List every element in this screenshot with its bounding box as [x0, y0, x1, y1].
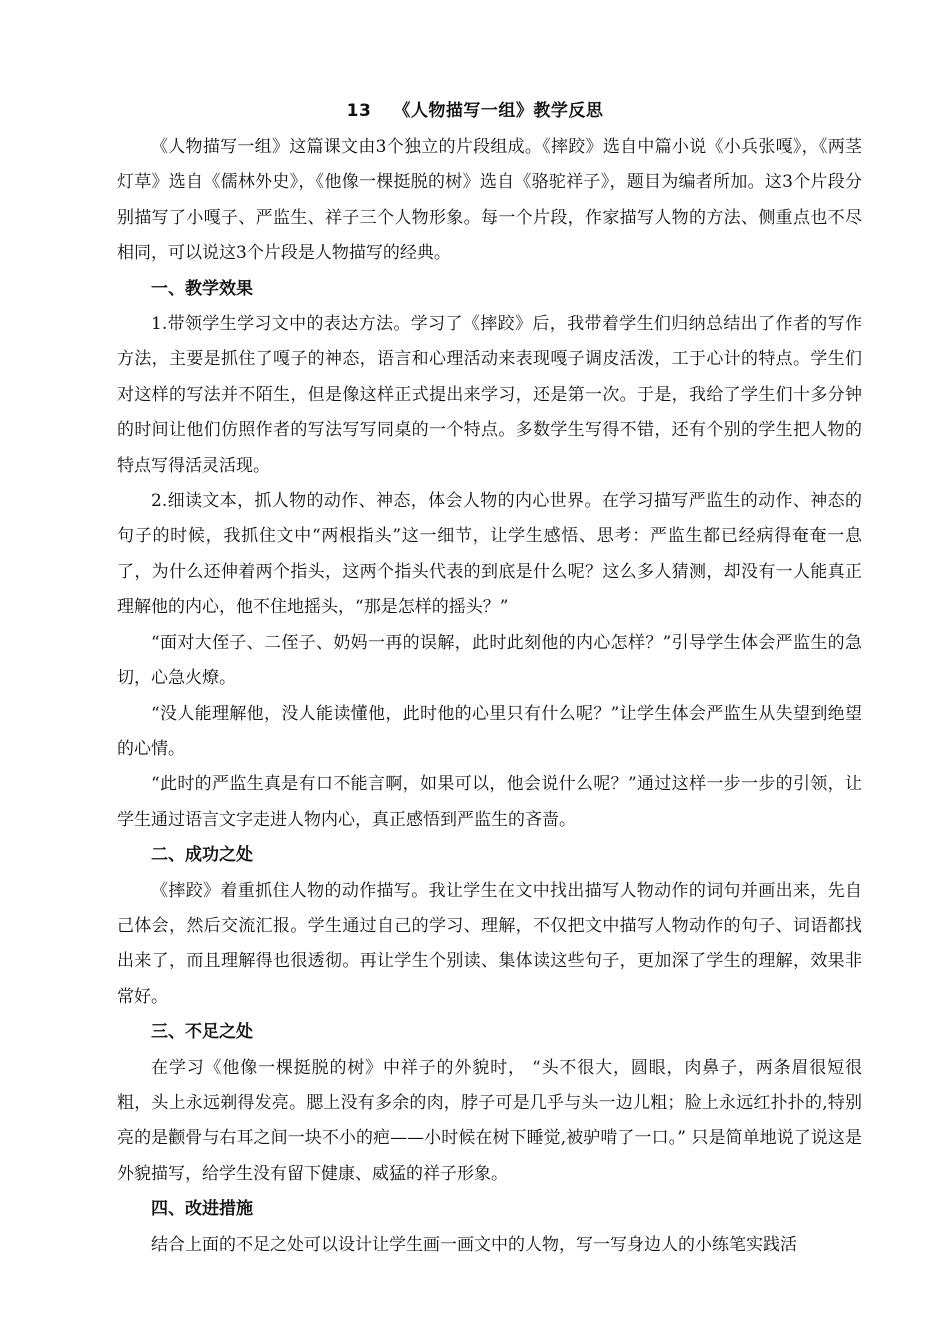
section-heading-improvement: 四、改进措施 [151, 1199, 253, 1220]
paragraph: 1.带领学生学习文中的表达方法。学习了《摔跤》后，我带着学生们归纳总结出了作者的写作方法，主要是抓住了嘎子的神态，语言和心理活动来表现嘎子调皮活泼，工于心计的特点。学生们对这样的写法并不陌生，但是像这样正式提出来学习，还是第一次。于是，我给了学生们十多分钟的时间让他们仿照作者的写法写写同桌的一个特点。多数学生写得不错，还有个别的学生把人物的特点写得活灵活现。 [117, 314, 862, 476]
document-title [0, 96, 950, 126]
section-heading-shortcoming: 三、不足之处 [151, 1022, 253, 1043]
paragraph: 结合上面的不足之处可以设计让学生画一画文中的人物，写一写身边人的小练笔实践活 [151, 1234, 797, 1255]
paragraph: 《摔跤》着重抓住人物的动作描写。我让学生在文中找出描写人物动作的词句并画出来，先自己体会，然后交流汇报。学生通过自己的学习、理解，不仅把文中描写人物动作的句子、词语都找出来了，而且理解得也很透彻。再让学生个别读、集体读这些句子，更加深了学生的理解，效果非常好。 [117, 880, 862, 1007]
paragraph: “面对大侄子、二侄子、奶妈一再的误解，此时此刻他的内心怎样？”引导学生体会严监生的急切，心急火燎。 [117, 632, 862, 689]
title-number: 13 [346, 101, 372, 121]
intro-paragraph: 《人物描写一组》这篇课文由3个独立的片段组成。《摔跤》选自中篇小说《小兵张嘎》，《两茎灯草》选自《儒林外史》，《他像一棵挺脱的树》选自《骆驼祥子》，题目为编者所加。这3个片段分别描写了小嘎子、严监生、祥子三个人物形象。每一个片段，作家描写人物的方法、侧重点也不尽相同，可以说这3个片段是人物描写的经典。 [117, 137, 862, 264]
section-heading-effect: 一、教学效果 [151, 278, 253, 299]
paragraph: “没人能理解他，没人能读懂他，此时他的心里只有什么呢？”让学生体会严监生从失望到绝望的心情。 [117, 703, 862, 759]
section-heading-success: 二、成功之处 [151, 845, 253, 866]
paragraph: “此时的严监生真是有口不能言啊，如果可以，他会说什么呢？”通过这样一步一步的引领，让学生通过语言文字走进人物内心，真正感悟到严监生的吝啬。 [117, 774, 862, 830]
paragraph: 2.细读文本，抓人物的动作、神态，体会人物的内心世界。在学习描写严监生的动作、神态的句子的时候，我抓住文中“两根指头”这一细节，让学生感悟、思考：严监生都已经病得奄奄一息了，为什么还伸着两个指头，这两个指头代表的到底是什么呢？这么多人猜测，却没有一人能真正理解他的内心，他不住地摇头，“那是怎样的摇头？” [117, 491, 862, 618]
title-text: 《人物描写一组》教学反思 [393, 101, 604, 121]
paragraph: 在学习《他像一棵挺脱的树》中祥子的外貌时， “头不很大，圆眼，肉鼻子，两条眉很短很粗，头上永远剃得发亮。腮上没有多余的肉，脖子可是几乎与头一边儿粗；脸上永远红扑扑的,特别亮的是颧骨与右耳之间一块不小的疤——小时候在树下睡觉,被驴啃了一口。” 只是简单地说了说这是外貌描写，给学生没有留下健康、威猛的祥子形象。 [117, 1057, 862, 1184]
document-body [117, 130, 862, 1263]
